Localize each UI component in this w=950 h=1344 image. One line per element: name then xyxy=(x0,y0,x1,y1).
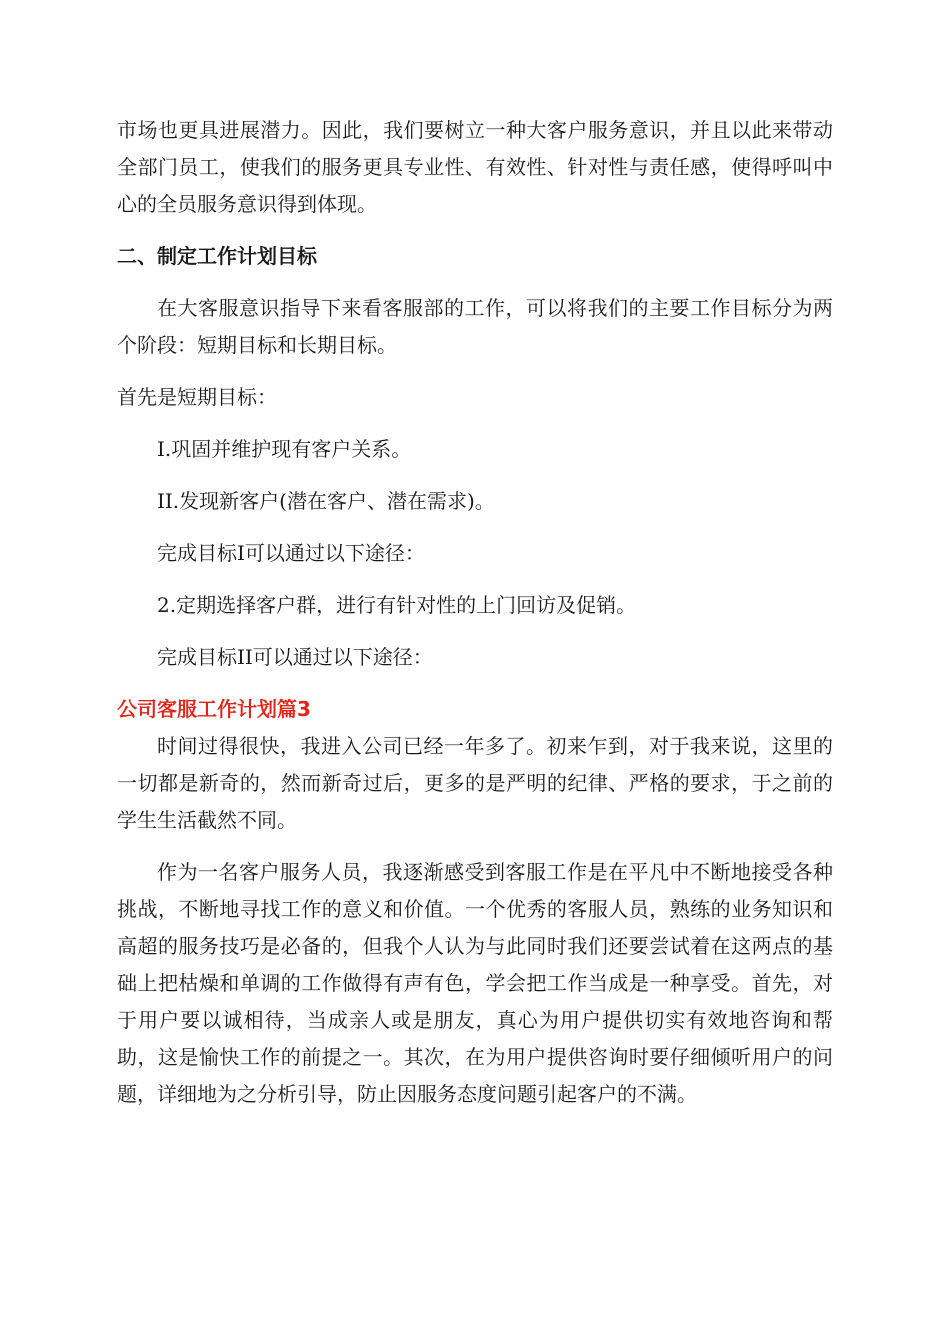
section-3-paragraph-1: 时间过得很快，我进入公司已经一年多了。初来乍到，对于我来说，这里的一切都是新奇的，然而新奇过后，更多的是严明的纪律、严格的要求，于之前的学生生活截然不同。 xyxy=(117,734,833,832)
section-3-title: 公司客服工作计划篇3 xyxy=(117,697,311,721)
heading-work-plan-goals: 二、制定工作计划目标 xyxy=(117,244,317,268)
document-page xyxy=(117,112,833,1113)
short-term-label: 首先是短期目标： xyxy=(117,385,277,409)
goals-paragraph: 在大客服意识指导下来看客服部的工作，可以将我们的主要工作目标分为两个阶段：短期目标和长期目标。 xyxy=(117,296,833,357)
path-1-item: 2.定期选择客户群，进行有针对性的上门回访及促销。 xyxy=(157,593,637,617)
intro-paragraph: 市场也更具进展潜力。因此，我们要树立一种大客户服务意识，并且以此来带动全部门员工，使我们的服务更具专业性、有效性、针对性与责任感，使得呼叫中心的全员服务意识得到体现。 xyxy=(117,118,833,216)
path-2-label: 完成目标II可以通过以下途径： xyxy=(157,645,433,669)
goal-item-1: I.巩固并维护现有客户关系。 xyxy=(157,437,412,461)
path-1-label: 完成目标I可以通过以下途径： xyxy=(157,541,425,565)
section-3-paragraph-2: 作为一名客户服务人员，我逐渐感受到客服工作是在平凡中不断地接受各种挑战，不断地寻找工作的意义和价值。一个优秀的客服人员，熟练的业务知识和高超的服务技巧是必备的，但我个人认为与此同时我们还要尝试着在这两点的基础上把枯燥和单调的工作做得有声有色，学会把工作当成是一种享受。首先，对于用户要以诚相待，当成亲人或是朋友，真心为用户提供切实有效地咨询和帮助，这是愉快工作的前提之一。其次，在为用户提供咨询时要仔细倾听用户的问题，详细地为之分析引导，防止因服务态度问题引起客户的不满。 xyxy=(117,860,833,1106)
goal-item-2: II.发现新客户(潜在客户、潜在需求)。 xyxy=(157,489,495,513)
